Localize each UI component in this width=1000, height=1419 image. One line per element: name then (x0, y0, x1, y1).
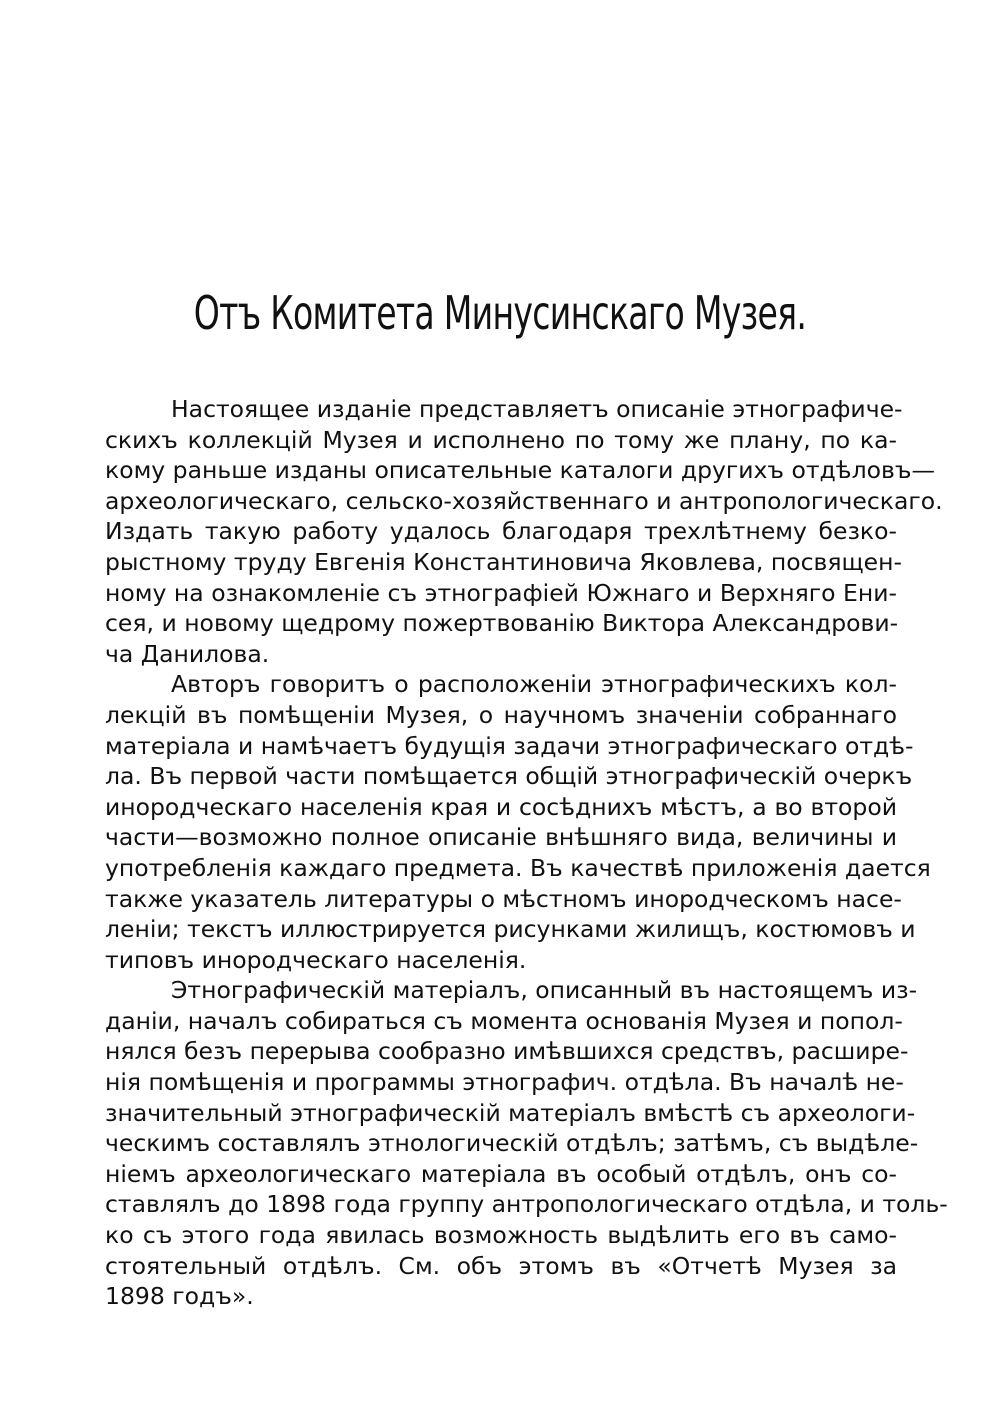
paragraph-1-line-7: ному на ознакомленіе съ этнографіей Южнаго и Верхняго Ени- (105, 578, 897, 607)
paragraph-2-line-1: Авторъ говоритъ о расположеніи этнографическихъ кол- (171, 670, 897, 699)
paragraph-3-line-3: нялся безъ перерыва сообразно имѣвшихся средствъ, расшире- (105, 1037, 909, 1066)
paragraph-2-line-2: лекцій въ помѣщеніи Музея, о научномъ значеніи собраннаго (105, 700, 897, 729)
page-title: Отъ Комитета Минусинскаго Музея. (193, 286, 807, 340)
paragraph-2-line-3: матеріала и намѣчаетъ будущія задачи этнографическаго отдѣ- (105, 731, 914, 760)
paragraph-3-line-1: Этнографическій матеріалъ, описанный въ настоящемъ из- (171, 976, 918, 1005)
paragraph-1-line-4: археологическаго, сельско-хозяйственнаго и антропологическаго. (105, 486, 943, 515)
body-text (105, 394, 948, 1312)
paragraph-2-line-9: леніи; текстъ иллюстрируется рисунками жилищъ, костюмовъ и (105, 915, 916, 944)
paragraph-2-line-5: инородческаго населенія края и сосѣднихъ мѣстъ, а во второй (105, 792, 897, 821)
paragraph-2-line-10: типовъ инородческаго населенія. (105, 945, 527, 974)
paragraph-1-line-5: Издать такую работу удалось благодаря трехлѣтнему безко- (105, 517, 897, 546)
paragraph-2-line-7: употребленія каждаго предмета. Въ качествѣ приложенія дается (105, 853, 931, 882)
paragraph-2-line-4: ла. Въ первой части помѣщается общій этнографическій очеркъ (105, 762, 913, 791)
paragraph-3-line-2: даніи, началъ собираться съ момента основанія Музея и попол- (105, 1006, 903, 1035)
paragraph-1-line-2: скихъ коллекцій Музея и исполнено по тому же плану, по ка- (105, 425, 897, 454)
paragraph-2-line-8: также указатель литературы о мѣстномъ инородческомъ насе- (105, 884, 902, 913)
paragraph-1-line-1: Настоящее изданіе представляетъ описаніе этнографиче- (171, 395, 903, 423)
paragraph-3-line-4: нія помѣщенія и программы этнографич. отдѣла. Въ началѣ не- (105, 1068, 904, 1097)
paragraph-3-line-10: стоятельный отдѣлъ. См. объ этомъ въ «Отчетѣ Музея за (105, 1251, 897, 1280)
paragraph-2-line-6: части—возможно полное описаніе внѣшняго вида, величины и (105, 823, 897, 852)
paragraph-3-line-11: 1898 годъ». (105, 1282, 254, 1311)
paragraph-3-line-8: ставлялъ до 1898 года группу антропологическаго отдѣла, и толь- (105, 1190, 948, 1219)
paragraph-1-line-9: ча Данилова. (105, 639, 270, 668)
paragraph-3-line-5: значительный этнографическій матеріалъ вмѣстѣ съ археологи- (105, 1098, 916, 1127)
paragraph-1-line-3: кому раньше изданы описательные каталоги другихъ отдѣловъ— (105, 456, 935, 485)
paragraph-3-line-9: ко съ этого года явилась возможность выдѣлить его въ само- (105, 1221, 897, 1250)
paragraph-1-line-6: рыстному труду Евгенія Константиновича Яковлева, посвящен- (105, 547, 902, 576)
paragraph-3-line-6: ческимъ составлялъ этнологическій отдѣлъ; затѣмъ, съ выдѣле- (105, 1129, 919, 1158)
paragraph-3-line-7: ніемъ археологическаго матеріала въ особый отдѣлъ, онъ со- (105, 1159, 897, 1188)
paragraph-1-line-8: сея, и новому щедрому пожертвованію Виктора Александрови- (105, 609, 899, 638)
